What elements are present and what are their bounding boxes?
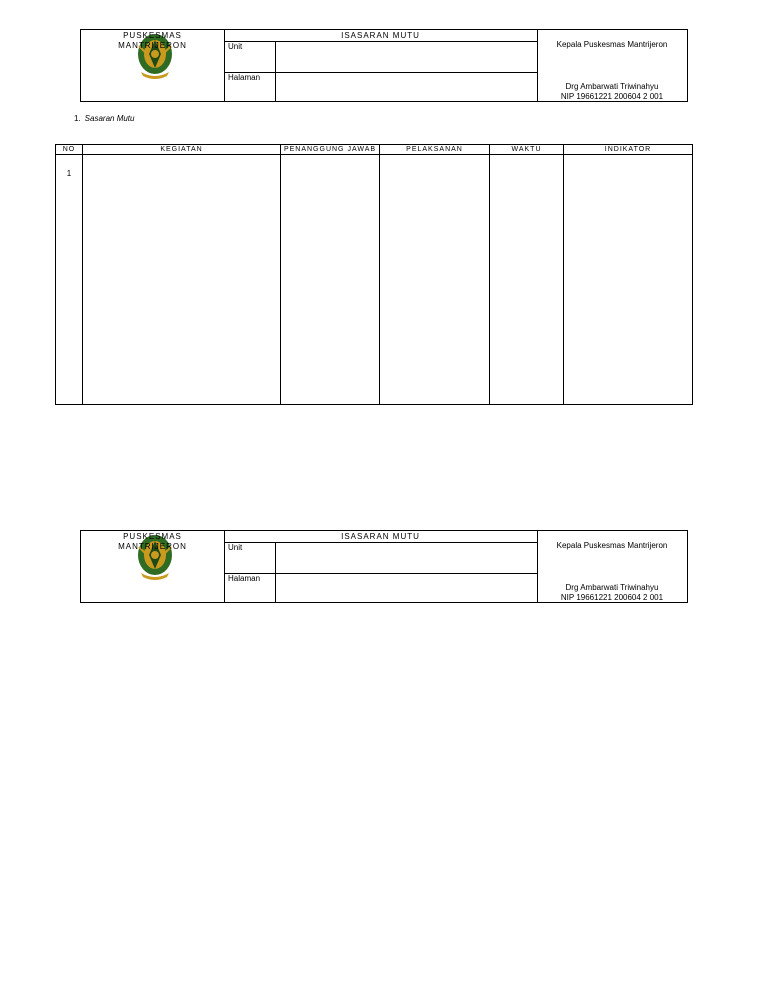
waktu-cell	[490, 155, 564, 405]
column-header-penanggung-jawab: PENANGGUNG JAWAB	[281, 145, 380, 155]
penanggung-jawab-cell	[281, 155, 380, 405]
column-header-indikator: INDIKATOR	[564, 145, 693, 155]
signer-name: Drg Ambarwati Triwinahyu	[565, 82, 659, 91]
document-title: ISASARAN MUTU	[224, 30, 537, 42]
org-name-line2: MANTRIJERON	[118, 41, 187, 50]
kepala-title: Kepala Puskesmas Mantrijeron	[556, 541, 668, 550]
section-title: Sasaran Mutu	[84, 114, 135, 123]
approval-cell	[537, 30, 687, 101]
signer-name: Drg Ambarwati Triwinahyu	[565, 583, 659, 592]
sasaran-mutu-table	[55, 144, 693, 405]
logo-cell	[81, 531, 225, 602]
halaman-label: Halaman	[224, 574, 276, 603]
column-header-pelaksanan: PELAKSANAN	[380, 145, 490, 155]
approval-cell	[537, 531, 687, 602]
column-header-kegiatan: KEGIATAN	[83, 145, 281, 155]
row-number: 1	[56, 155, 83, 405]
unit-row	[224, 42, 537, 73]
pelaksanan-cell	[380, 155, 490, 405]
logo-cell	[81, 30, 225, 101]
column-header-no: NO	[56, 145, 83, 155]
unit-label: Unit	[224, 42, 276, 72]
halaman-label: Halaman	[224, 73, 276, 102]
org-name-line1: PUSKESMAS	[123, 532, 182, 541]
org-name	[81, 31, 224, 51]
column-header-waktu: WAKTU	[490, 145, 564, 155]
table-header-row	[56, 145, 693, 155]
header-middle	[224, 30, 538, 101]
kegiatan-cell	[83, 155, 281, 405]
section-heading	[74, 114, 134, 123]
org-name	[81, 532, 224, 552]
kepala-title: Kepala Puskesmas Mantrijeron	[556, 40, 668, 49]
unit-row	[224, 543, 537, 574]
unit-label: Unit	[224, 543, 276, 573]
signer-nip: NIP 19661221 200604 2 001	[560, 593, 664, 602]
indikator-cell	[564, 155, 693, 405]
document-header	[80, 29, 688, 102]
halaman-row	[224, 574, 537, 603]
table-row	[56, 155, 693, 405]
halaman-row	[224, 73, 537, 102]
document-header-page-2	[80, 530, 688, 603]
org-name-line2: MANTRIJERON	[118, 542, 187, 551]
signer-nip: NIP 19661221 200604 2 001	[560, 92, 664, 101]
org-name-line1: PUSKESMAS	[123, 31, 182, 40]
document-title: ISASARAN MUTU	[224, 531, 537, 543]
header-middle	[224, 531, 538, 602]
section-number: 1.	[74, 114, 81, 123]
